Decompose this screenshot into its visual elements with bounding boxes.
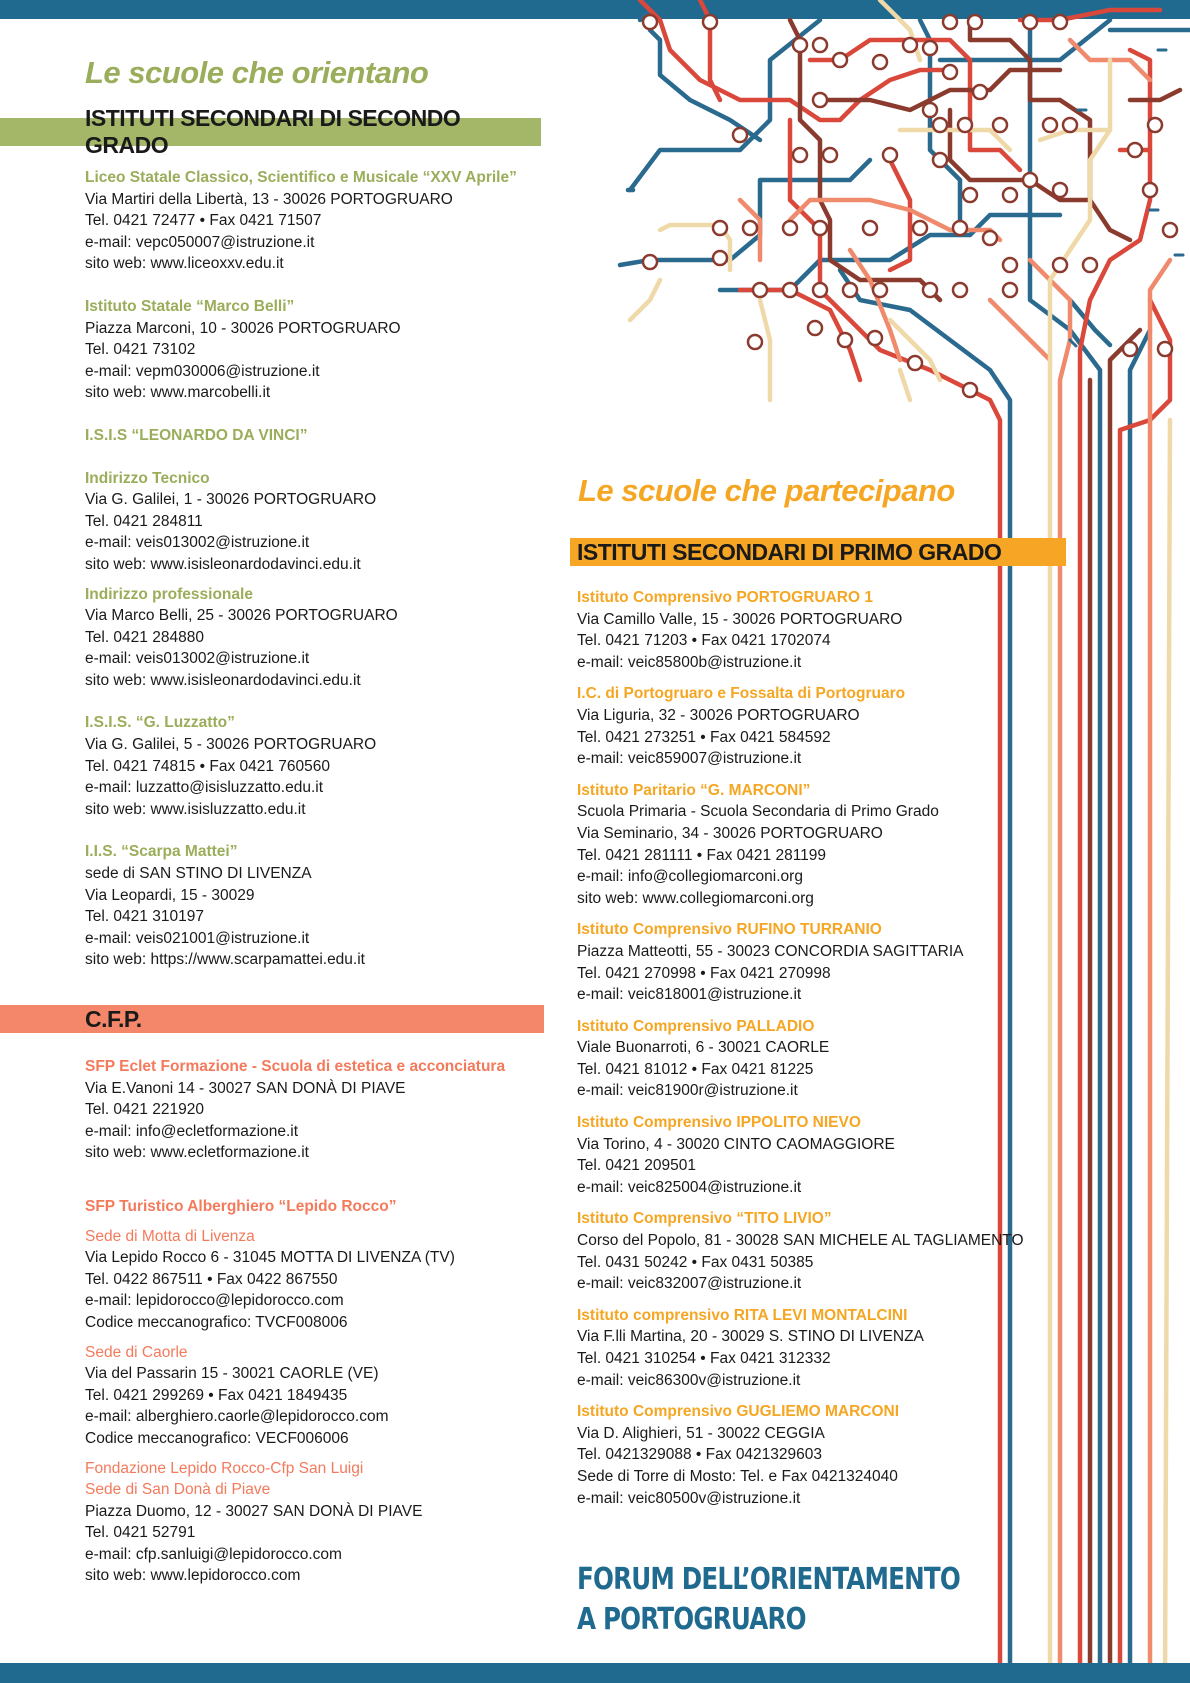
school-entry	[577, 1401, 1047, 1509]
phone-line: Tel. 0421 299269 • Fax 0421 1849435	[85, 1386, 348, 1404]
school-branch	[85, 1342, 555, 1450]
address-line: Via G. Galilei, 5 - 30026 PORTOGRUARO	[85, 736, 377, 754]
description-line: Scuola Primaria - Scuola Secondaria di Primo Grado	[577, 803, 939, 821]
branch-phone-line: Sede di Torre di Mosto: Tel. e Fax 0421324040	[577, 1467, 898, 1485]
email-line[interactable]: e-mail: vepm030006@istruzione.it	[85, 362, 320, 380]
email-line[interactable]: e-mail: veic825004@istruzione.it	[577, 1178, 802, 1196]
school-branch	[85, 1458, 555, 1588]
school-branch	[85, 1226, 555, 1334]
school-name: Istituto comprensivo RITA LEVI MONTALCINI	[577, 1306, 908, 1324]
phone-line: Tel. 0421 73102	[85, 341, 196, 359]
phone-line: Tel. 0431 50242 • Fax 0431 50385	[577, 1253, 814, 1271]
phone-line: Tel. 0421 71203 • Fax 0421 1702074	[577, 632, 831, 650]
email-line[interactable]: e-mail: cfp.sanluigi@lepidorocco.com	[85, 1545, 342, 1563]
address-line: Via F.lli Martina, 20 - 30029 S. STINO DI LIVENZA	[577, 1328, 924, 1346]
school-entry	[85, 1056, 555, 1164]
school-name: I.S.I.S “LEONARDO DA VINCI”	[85, 426, 308, 444]
school-name: Liceo Statale Classico, Scientifico e Musicale “XXV Aprile”	[85, 169, 517, 186]
school-entry	[577, 919, 1047, 1005]
phone-line: Tel. 0421 209501	[577, 1157, 696, 1175]
email-line[interactable]: e-mail: veic80500v@istruzione.it	[577, 1489, 801, 1507]
left-section-title: Le scuole che orientano	[85, 55, 429, 90]
branch-name: Sede di Motta di Livenza	[85, 1227, 255, 1245]
email-line[interactable]: e-mail: info@ecletformazione.it	[85, 1122, 299, 1140]
branch-name: Sede di San Donà di Piave	[85, 1481, 271, 1499]
email-line[interactable]: e-mail: info@collegiomarconi.org	[577, 868, 803, 886]
website-line[interactable]: sito web: www.liceoxxv.edu.it	[85, 255, 284, 273]
forum-title-line-2: A PORTOGRUARO	[577, 1602, 806, 1637]
band-cfp: C.F.P.	[0, 1005, 544, 1033]
address-line: Via G. Galilei, 1 - 30026 PORTOGRUARO	[85, 491, 377, 509]
website-line[interactable]: sito web: www.isisleonardodavinci.edu.it	[85, 555, 361, 573]
school-branch-name: Indirizzo professionale	[85, 585, 253, 603]
email-line[interactable]: e-mail: veis013002@istruzione.it	[85, 534, 310, 552]
email-line[interactable]: e-mail: vepc050007@istruzione.it	[85, 233, 315, 251]
school-entry	[577, 683, 1047, 769]
email-line[interactable]: e-mail: veic81900r@istruzione.it	[577, 1082, 798, 1100]
school-name: Istituto Comprensivo PALLADIO	[577, 1017, 815, 1035]
school-name: SFP Turistico Alberghiero “Lepido Rocco”	[85, 1197, 397, 1215]
school-entry	[85, 712, 555, 820]
email-line[interactable]: e-mail: veic818001@istruzione.it	[577, 986, 802, 1004]
school-branch-name: Indirizzo Tecnico	[85, 469, 210, 487]
phone-line: Tel. 0421 310254 • Fax 0421 312332	[577, 1350, 831, 1367]
website-line[interactable]: sito web: www.lepidorocco.com	[85, 1567, 301, 1585]
school-name: Istituto Comprensivo IPPOLITO NIEVO	[577, 1114, 861, 1132]
phone-line: Tel. 0421 273251 • Fax 0421 584592	[577, 728, 831, 746]
address-line: Piazza Duomo, 12 - 30027 SAN DONÀ DI PIAVE	[85, 1502, 423, 1520]
email-line[interactable]: e-mail: lepidorocco@lepidorocco.com	[85, 1292, 344, 1310]
email-line[interactable]: e-mail: alberghiero.caorle@lepidorocco.com	[85, 1408, 389, 1426]
phone-line: Tel. 0421 74815 • Fax 0421 760560	[85, 757, 331, 775]
website-line[interactable]: sito web: www.ecletformazione.it	[85, 1144, 309, 1162]
primo-grado-list	[577, 587, 1047, 1509]
school-entry	[85, 425, 555, 447]
website-line[interactable]: sito web: www.isisluzzatto.edu.it	[85, 800, 306, 818]
phone-line: Tel. 0421 270998 • Fax 0421 270998	[577, 964, 831, 982]
address-line: Via E.Vanoni 14 - 30027 SAN DONÀ DI PIAVE	[85, 1079, 406, 1097]
website-line[interactable]: sito web: www.collegiomarconi.org	[577, 889, 814, 907]
address-line: Via Marco Belli, 25 - 30026 PORTOGRUARO	[85, 607, 398, 625]
school-entry	[85, 296, 555, 404]
email-line[interactable]: e-mail: luzzatto@isisluzzatto.edu.it	[85, 779, 323, 797]
phone-line: Tel. 0421 284880	[85, 628, 204, 646]
address-line: Via Liguria, 32 - 30026 PORTOGRUARO	[577, 706, 860, 724]
school-entry	[577, 1305, 1047, 1391]
school-entry	[85, 167, 555, 275]
address-line: Via D. Alighieri, 51 - 30022 CEGGIA	[577, 1424, 825, 1442]
address-line: Viale Buonarroti, 6 - 30021 CAORLE	[577, 1039, 830, 1057]
phone-line: Tel. 0421 221920	[85, 1101, 204, 1119]
phone-line: Tel. 0421 284811	[85, 512, 203, 530]
right-section-title: Le scuole che partecipano	[578, 473, 955, 508]
school-name: Istituto Comprensivo “TITO LIVIO”	[577, 1210, 832, 1228]
school-name: Istituto Comprensivo RUFINO TURRANIO	[577, 921, 882, 939]
address-line: Via Camillo Valle, 15 - 30026 PORTOGRUARO	[577, 610, 903, 628]
bottom-border-bar	[0, 1663, 1190, 1683]
school-name: I.I.S. “Scarpa Mattei”	[85, 843, 238, 861]
email-line[interactable]: e-mail: veis021001@istruzione.it	[85, 929, 310, 947]
forum-title-line-1: FORUM DELL’ORIENTAMENTO	[577, 1562, 960, 1597]
address-line: Via Leopardi, 15 - 30029	[85, 886, 255, 904]
school-name: Istituto Paritario “G. MARCONI”	[577, 781, 811, 799]
school-name: I.C. di Portogruaro e Fossalta di Portogruaro	[577, 685, 906, 703]
code-line: Codice meccanografico: VECF006006	[85, 1429, 349, 1447]
forum-title	[577, 1560, 960, 1640]
school-name: Istituto Comprensivo PORTOGRUARO 1	[577, 589, 873, 606]
phone-line: Tel. 0421 281111 • Fax 0421 281199	[577, 846, 827, 864]
band-secondo-grado: ISTITUTI SECONDARI DI SECONDO GRADO	[0, 118, 541, 146]
address-line: Via Torino, 4 - 30020 CINTO CAOMAGGIORE	[577, 1135, 895, 1153]
email-line[interactable]: e-mail: veic859007@istruzione.it	[577, 750, 802, 768]
address-line: Via del Passarin 15 - 30021 CAORLE (VE)	[85, 1365, 379, 1383]
email-line[interactable]: e-mail: veic832007@istruzione.it	[577, 1275, 802, 1293]
branch-name: Sede di Caorle	[85, 1343, 188, 1361]
school-entry	[85, 584, 555, 692]
address-line: Piazza Marconi, 10 - 30026 PORTOGRUARO	[85, 319, 401, 337]
location-line: sede di SAN STINO DI LIVENZA	[85, 865, 312, 883]
school-entry	[577, 1208, 1047, 1294]
phone-line: Tel. 0421329088 • Fax 0421329603	[577, 1446, 823, 1464]
school-name: Istituto Statale “Marco Belli”	[85, 297, 295, 315]
school-name: SFP Eclet Formazione - Scuola di estetica e acconciatura	[85, 1058, 506, 1075]
branch-name: Fondazione Lepido Rocco-Cfp San Luigi	[85, 1459, 364, 1477]
school-entry	[577, 780, 1047, 910]
website-line[interactable]: sito web: www.marcobelli.it	[85, 384, 271, 402]
school-entry	[577, 1016, 1047, 1102]
school-entry	[577, 587, 1047, 673]
phone-line: Tel. 0421 81012 • Fax 0421 81225	[577, 1060, 814, 1078]
phone-line: Tel. 0421 52791	[85, 1524, 196, 1542]
school-name: I.S.I.S. “G. Luzzatto”	[85, 714, 235, 732]
address-line: Via Lepido Rocco 6 - 31045 MOTTA DI LIVENZA (TV)	[85, 1249, 455, 1267]
website-line[interactable]: sito web: www.isisleonardodavinci.edu.it	[85, 671, 361, 689]
email-line[interactable]: e-mail: veis013002@istruzione.it	[85, 650, 310, 668]
phone-line: Tel. 0421 310197	[85, 908, 204, 926]
school-entry	[85, 468, 555, 576]
band-primo-grado: ISTITUTI SECONDARI DI PRIMO GRADO	[570, 538, 1066, 566]
address-line: Via Martiri della Libertà, 13 - 30026 PORTOGRUARO	[85, 190, 453, 208]
address-line: Corso del Popolo, 81 - 30028 SAN MICHELE AL TAGLIAMENTO	[577, 1232, 1024, 1250]
address-line: Piazza Matteotti, 55 - 30023 CONCORDIA SAGITTARIA	[577, 942, 964, 960]
school-entry	[85, 1196, 555, 1218]
address-line: Via Seminario, 34 - 30026 PORTOGRUARO	[577, 824, 883, 842]
school-entry	[85, 841, 555, 971]
cfp-list	[85, 1056, 555, 1587]
email-line[interactable]: e-mail: veic86300v@istruzione.it	[577, 1371, 801, 1389]
phone-line: Tel. 0421 72477 • Fax 0421 71507	[85, 212, 322, 230]
website-line[interactable]: sito web: https://www.scarpamattei.edu.it	[85, 951, 365, 969]
code-line: Codice meccanografico: TVCF008006	[85, 1313, 348, 1331]
email-line[interactable]: e-mail: veic85800b@istruzione.it	[577, 653, 802, 671]
school-name: Istituto Comprensivo GUGLIEMO MARCONI	[577, 1403, 900, 1421]
secondo-grado-list	[85, 167, 555, 971]
school-entry	[577, 1112, 1047, 1198]
phone-line: Tel. 0422 867511 • Fax 0422 867550	[85, 1270, 338, 1288]
